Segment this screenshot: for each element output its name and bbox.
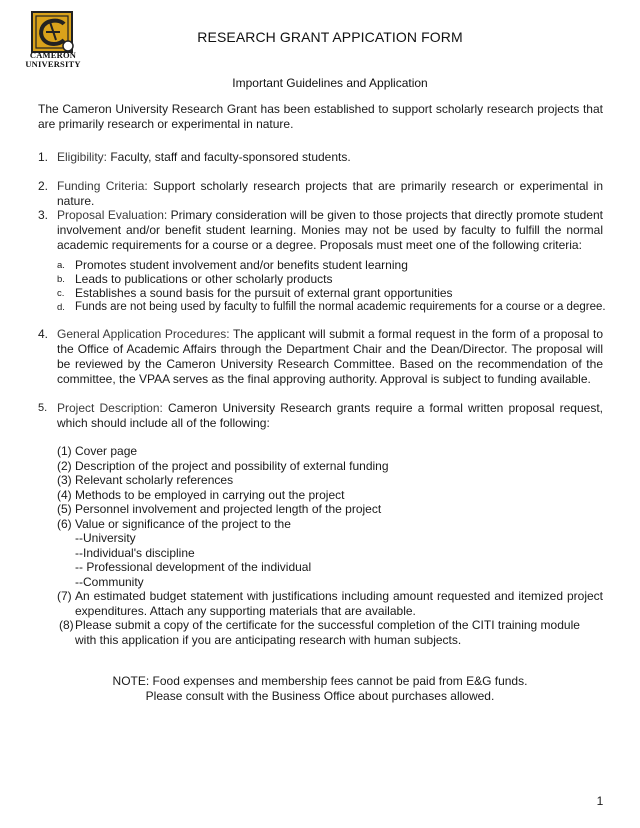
guideline-item-proposal-evaluation — [38, 208, 603, 253]
part-number: (6) — [57, 516, 72, 531]
criteria-letter: b. — [57, 274, 65, 285]
guideline-item-funding-criteria — [38, 179, 603, 208]
criteria-letter: d. — [57, 302, 65, 313]
item-number: 3. — [38, 208, 49, 222]
item-number: 4. — [38, 327, 49, 341]
form-title: RESEARCH GRANT APPICATION FORM — [197, 29, 463, 45]
value-subitem-text: --Individual's discipline — [75, 545, 195, 560]
logo-text-line2: UNIVERSITY — [25, 59, 81, 69]
note-line-1: NOTE: Food expenses and membership fees cannot be paid from E&G funds. — [112, 674, 528, 688]
item-text-wrap — [57, 401, 603, 431]
part-text: Description of the project and possibility of external funding — [75, 458, 389, 473]
proposal-part — [57, 488, 603, 503]
part-text: Methods to be employed in carrying out the project — [75, 487, 345, 502]
item-label: Funding Criteria: — [57, 179, 148, 193]
form-subtitle: Important Guidelines and Application — [232, 76, 428, 90]
part-text: Relevant scholarly references — [75, 473, 234, 487]
item-text: Cameron University Research grants require a formal written proposal request, which should include all of the following: — [57, 401, 603, 430]
proposal-part-citi — [57, 618, 603, 647]
part-number: (2) — [57, 458, 72, 473]
logo-wordmark — [20, 51, 86, 69]
proposal-part — [57, 459, 603, 474]
criteria-item — [57, 286, 603, 300]
item-text: Faculty, staff and faculty-sponsored students. — [107, 150, 351, 164]
part-text: Cover page — [75, 444, 138, 458]
criteria-text: Funds are not being used by faculty to fulfill the normal academic requirements for a course or a degree. — [75, 301, 606, 313]
value-subitem-text: --University — [75, 531, 136, 545]
item-label: Eligibility: — [57, 150, 108, 164]
proposal-part-budget — [57, 589, 603, 618]
criteria-text: Leads to publications or other scholarly products — [75, 272, 333, 286]
criteria-letter: c. — [57, 288, 65, 299]
criteria-letter: a. — [57, 260, 65, 271]
part-text: Value or significance of the project to the — [75, 516, 291, 531]
value-subitem-text: -- Professional development of the individual — [75, 560, 312, 574]
part-number: (8) — [59, 618, 74, 632]
part-number: (7) — [57, 589, 72, 603]
logo-text-line1: CAMERON — [29, 50, 77, 60]
proposal-part — [57, 444, 603, 459]
criteria-item — [57, 272, 603, 286]
item-number: 1. — [38, 150, 49, 164]
part-number: (1) — [57, 444, 72, 458]
intro-paragraph: The Cameron University Research Grant has been established to support scholarly research projects that are primarily research or experimental in nature. — [38, 102, 603, 131]
value-subitem-text: --Community — [75, 574, 144, 589]
part-text: Personnel involvement and projected length of the project — [75, 502, 382, 516]
item-number: 5. — [38, 402, 48, 414]
part-text: An estimated budget statement with justifications including amount requested and itemized project expenditures. Attach any supporting materials that are available. — [75, 589, 603, 618]
part-number: (5) — [57, 502, 72, 516]
guideline-item-project-description — [38, 401, 603, 431]
criteria-text: Establishes a sound basis for the pursuit of external grant opportunities — [75, 286, 453, 300]
item-text: Primary consideration will be given to those projects that directly promote student involvement and/or benefit student learning. Monies may not be used by faculty to fulfill the normal academic requirements for a course or a degree. Proposals must meet one of the following criteria: — [57, 208, 603, 252]
note-line-2: Please consult with the Business Office about purchases allowed. — [145, 689, 495, 703]
guideline-item-application-procedures — [38, 327, 603, 387]
value-subitem — [57, 546, 603, 561]
part-text: Please submit a copy of the certificate for the successful completion of the CITI training module with this application if you are anticipating research with human subjects. — [75, 618, 580, 647]
item-text-wrap — [57, 327, 603, 387]
item-text: The applicant will submit a formal request in the form of a proposal to the Office of Academic Affairs through the Department Chair and the Dean/Director. The proposal will be reviewed by the Cameron University Research Committee. Based on the recommendation of the committee, the VPAA serves as the final approving authority. Approval is subject to funding available. — [57, 327, 603, 386]
value-subitem — [57, 531, 603, 546]
value-subitem — [57, 575, 603, 590]
criteria-text: Promotes student involvement and/or benefits student learning — [75, 258, 408, 272]
item-label: Project Description: — [57, 401, 163, 415]
item-text-wrap — [57, 208, 603, 253]
item-text-wrap — [57, 179, 603, 209]
item-number: 2. — [38, 179, 49, 193]
criteria-item — [57, 300, 606, 314]
value-subitem — [57, 560, 603, 575]
proposal-part — [57, 502, 603, 517]
proposal-part — [57, 517, 603, 532]
item-text: Support scholarly research projects that are primarily research or experimental in nature. — [57, 179, 603, 208]
part-number: (3) — [57, 473, 72, 487]
guideline-item-eligibility — [38, 150, 603, 165]
criteria-item — [57, 258, 603, 272]
proposal-part — [57, 473, 603, 488]
item-text-wrap — [57, 150, 603, 165]
part-number: (4) — [57, 487, 72, 502]
item-label: General Application Procedures: — [57, 327, 230, 341]
item-label: Proposal Evaluation: — [57, 208, 168, 222]
page-number: 1 — [596, 794, 604, 808]
